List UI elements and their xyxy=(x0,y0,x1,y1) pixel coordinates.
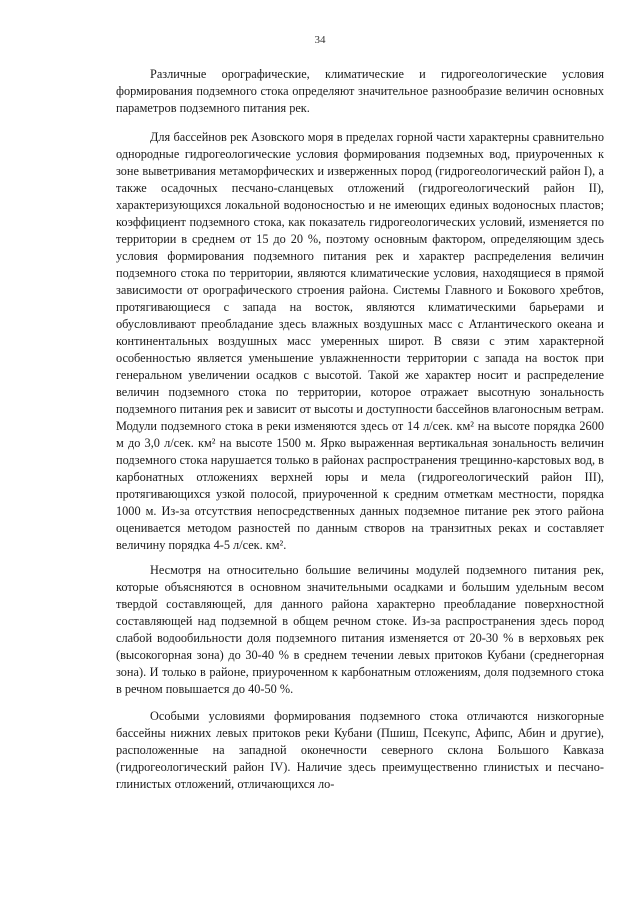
page-number: 34 xyxy=(314,34,326,46)
paragraph-2: Для бассейнов рек Азовского моря в пределах горной части характерны сравнительно однородные гидрогеологические условия формирования подземных вод, приуроченных к зоне выветривания метаморфических и изверженных пород (гидрогеологический район I), а также осадочных песчано-сланцевых отложений (гидрогеологический район II), характеризующихся локальной водоносностью и не имеющих единых водоносных пластов; коэффициент подземного стока, как показатель гидрогеологических условий, изменяется по территории в среднем от 15 до 20 %, поэтому основным фактором, определяющим здесь условия формирования подземного питания рек и характер распределения величин подземного стока по территории, являются климатические условия, находящиеся в прямой зависимости от орографического строения района. Системы Главного и Бокового хребтов, протягивающиеся с запада на восток, являются климатическими барьерами и обусловливают преобладание здесь влажных воздушных масс с Атлантического океана и континентальных воздушных масс умеренных широт. В связи с этим характерной особенностью является уменьшение увлажненности территории с запада на восток при генеральном увеличении осадков с высотой. Такой же характер носит и распределение величин подземного стока по территории, которое отражает высотную зональность подземного питания рек и зависит от высоты и доступности бассейнов влагоносным ветрам. Модули подземного стока в реки изменяются здесь от 14 л/сек. км² на высоте порядка 2600 м до 3,0 л/сек. км² на высоте 1500 м. Ярко выраженная вертикальная зональность величин подземного стока нарушается только в районах распространения трещинно-карстовых вод, в карбонатных отложениях верхней юры и мела (гидрогеологический район III), протягивающихся узкой полосой, приуроченной к средним отметкам местности, порядка 1000 м. Из-за отсутствия непосредственных данных подземное питание рек этого района оценивается методом разностей по данным створов на транзитных реках и составляет величину порядка 4-5 л/сек. км². xyxy=(116,130,604,552)
paragraph-1: Различные орографические, климатические и гидрогеологические условия формирования подземного стока определяют значительное разнообразие величин основных параметров подземного питания рек. xyxy=(116,67,604,115)
paragraph-3: Несмотря на относительно большие величины модулей подземного питания рек, которые объясняются в основном значительными осадками и большим удельным весом твердой составляющей, для данного района характерно преобладание поверхностной составляющей над подземной в общем речном стоке. Из-за распространения здесь пород слабой водообильности доля подземного питания изменяется от 20-30 % в верховьях рек (высокогорная зона) до 30-40 % в среднем течении левых притоков Кубани (среднегорная зона). И только в районе, приуроченном к карбонатным отложениям, доля подземного стока в речном повышается до 40-50 %. xyxy=(116,563,604,696)
body-text xyxy=(116,66,604,793)
paragraph-4: Особыми условиями формирования подземного стока отличаются низкогорные бассейны нижних левых притоков реки Кубани (Пшиш, Псекупс, Афипс, Абин и другие), расположенные на западной оконечности северного склона Большого Кавказа (гидрогеологический район IV). Наличие здесь преимущественно глинистых и песчано-глинистых отложений, отличающихся ло- xyxy=(116,709,604,791)
